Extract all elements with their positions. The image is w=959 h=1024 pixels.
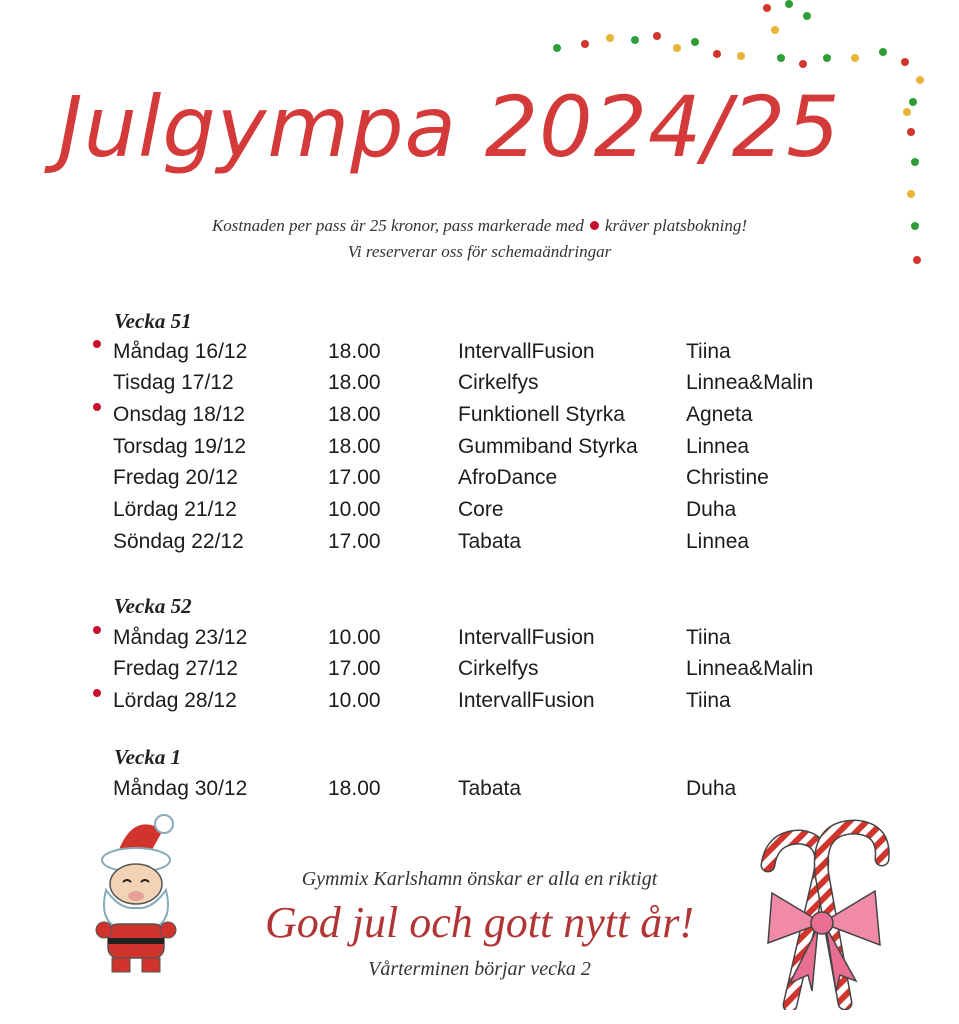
session-time: 18.00 (328, 340, 381, 363)
session-time: 18.00 (328, 371, 381, 394)
session-time: 17.00 (328, 657, 381, 680)
session-time: 17.00 (328, 530, 381, 553)
session-time: 17.00 (328, 466, 381, 489)
session-coach: Linnea (686, 530, 750, 553)
schedule-row (0, 657, 959, 687)
session-day: Söndag 22/12 (113, 530, 244, 553)
session-coach: Linnea&Malin (686, 657, 814, 680)
schedule-row (0, 403, 959, 433)
session-day: Torsdag 19/12 (113, 435, 247, 458)
closing-greeting-intro: Gymmix Karlshamn önskar er alla en riktigt (301, 868, 658, 890)
session-day: Måndag 30/12 (113, 777, 248, 800)
session-coach: Linnea&Malin (686, 371, 814, 394)
session-class: Gummiband Styrka (458, 435, 638, 458)
page-title: Julgympa 2024/25 (58, 78, 841, 176)
session-coach: Christine (686, 466, 769, 489)
session-coach: Duha (686, 498, 737, 521)
week-heading: Vecka 51 (114, 309, 192, 333)
session-day: Lördag 28/12 (113, 689, 237, 712)
session-coach: Agneta (686, 403, 753, 426)
session-class: IntervallFusion (458, 689, 595, 712)
schedule-row (0, 777, 959, 807)
session-class: Tabata (458, 777, 522, 800)
schedule-row (0, 371, 959, 401)
schedule-row (0, 689, 959, 719)
session-day: Fredag 27/12 (113, 657, 238, 680)
note-text-after: kräver platsbokning! (604, 216, 748, 235)
session-class: IntervallFusion (458, 340, 595, 363)
week-heading: Vecka 1 (114, 745, 182, 769)
booking-dot-icon (590, 221, 599, 230)
session-day: Måndag 23/12 (113, 626, 248, 649)
note-text-before: Kostnaden per pass är 25 kronor, pass markerade med (211, 216, 584, 235)
booking-note (0, 216, 959, 236)
session-class: Cirkelfys (458, 657, 539, 680)
session-time: 18.00 (328, 777, 381, 800)
session-coach: Tiina (686, 340, 731, 363)
session-day: Onsdag 18/12 (113, 403, 245, 426)
session-coach: Tiina (686, 626, 731, 649)
schedule-row (0, 466, 959, 496)
session-day: Fredag 20/12 (113, 466, 238, 489)
session-class: Tabata (458, 530, 522, 553)
session-class: Core (458, 498, 504, 521)
spring-term-note: Vårterminen börjar vecka 2 (368, 958, 591, 980)
booking-required-dot-icon (93, 626, 101, 634)
schedule-row (0, 626, 959, 656)
session-day: Lördag 21/12 (113, 498, 237, 521)
schedule-row (0, 498, 959, 528)
session-coach: Duha (686, 777, 737, 800)
schedule-row (0, 340, 959, 370)
session-class: IntervallFusion (458, 626, 595, 649)
closing-greeting: God jul och gott nytt år! (265, 898, 694, 947)
session-coach: Linnea (686, 435, 750, 458)
session-time: 10.00 (328, 498, 381, 521)
session-time: 10.00 (328, 689, 381, 712)
session-time: 10.00 (328, 626, 381, 649)
session-time: 18.00 (328, 403, 381, 426)
session-time: 18.00 (328, 435, 381, 458)
booking-required-dot-icon (93, 689, 101, 697)
session-class: Cirkelfys (458, 371, 539, 394)
booking-required-dot-icon (93, 403, 101, 411)
session-class: AfroDance (458, 466, 558, 489)
session-class: Funktionell Styrka (458, 403, 625, 426)
session-day: Måndag 16/12 (113, 340, 248, 363)
schedule-row (0, 435, 959, 465)
schedule-change-note: Vi reserverar oss för schemaändringar (347, 242, 612, 261)
week-heading: Vecka 52 (114, 594, 192, 618)
schedule-row (0, 530, 959, 560)
session-coach: Tiina (686, 689, 731, 712)
session-day: Tisdag 17/12 (113, 371, 234, 394)
booking-required-dot-icon (93, 340, 101, 348)
